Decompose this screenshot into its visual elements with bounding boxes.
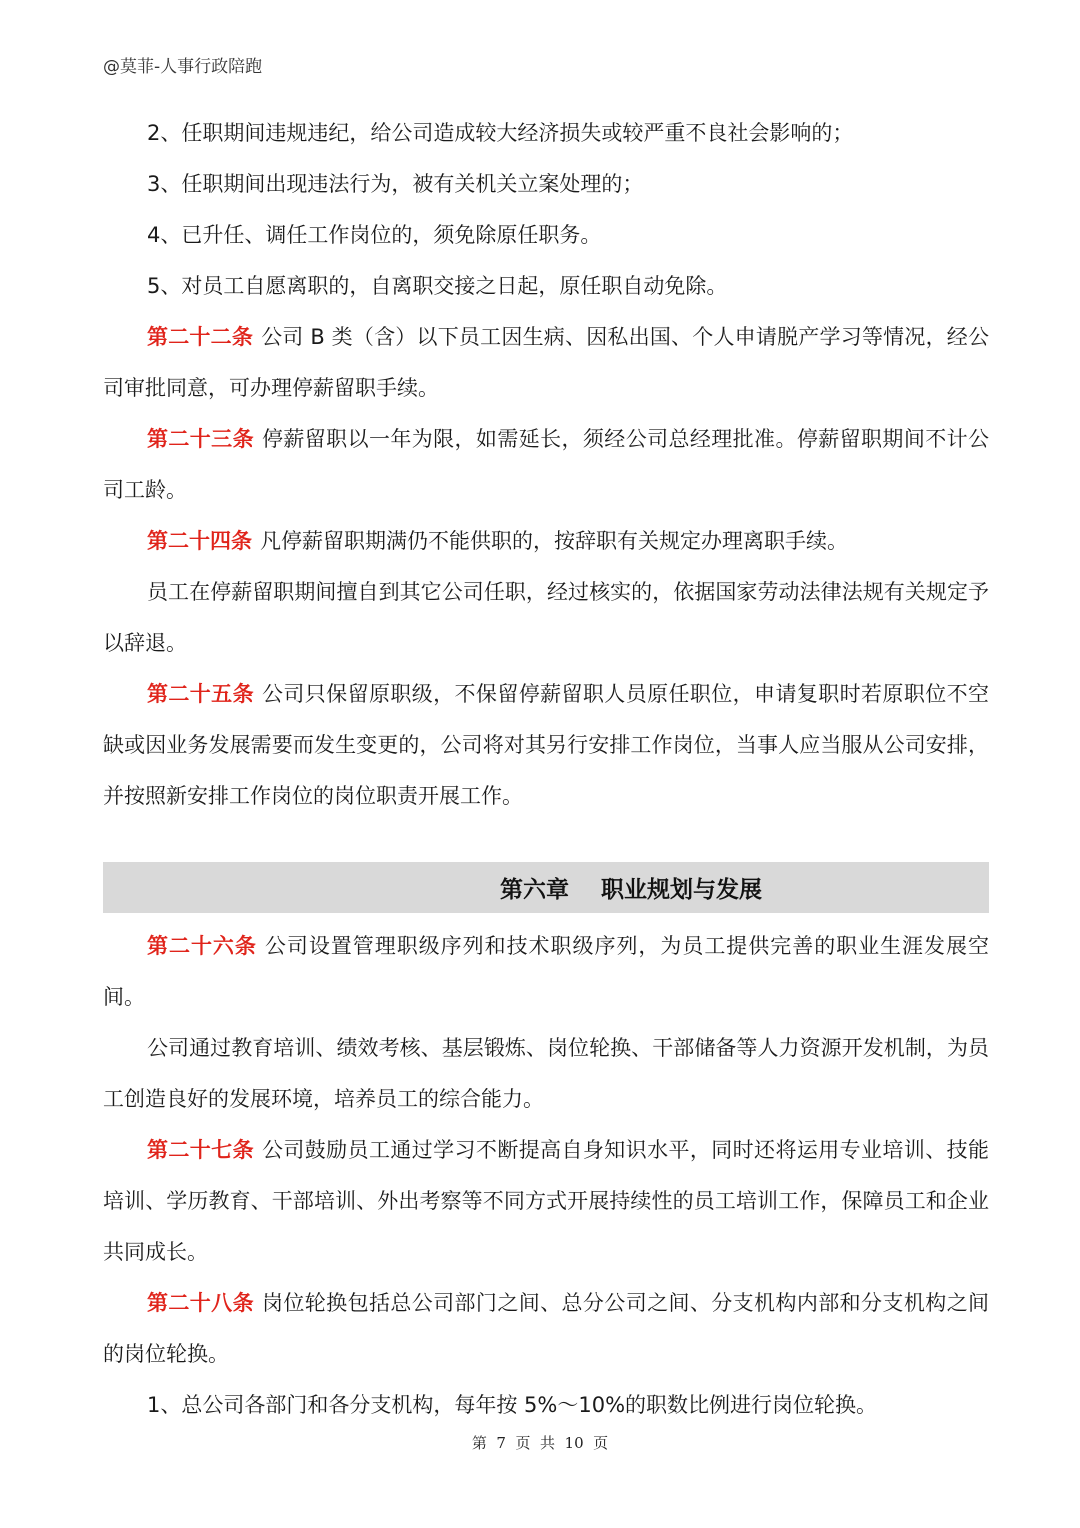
chapter-banner (103, 862, 989, 913)
article-number: 第二十三条 (147, 427, 254, 451)
paragraph-text: 4、已升任、调任工作岗位的，须免除原任职务。 (147, 223, 602, 247)
paragraph (103, 414, 989, 516)
paragraph (103, 1380, 989, 1431)
paragraph-text: 岗位轮换包括总公司部门之间、总分公司之间、分支机构内部和分支机构之间的岗位轮换。 (103, 1291, 990, 1366)
paragraph (103, 669, 989, 822)
paragraph-text: 1、总公司各部门和各分支机构，每年按 5%～10%的职数比例进行岗位轮换。 (147, 1393, 878, 1417)
document-body (103, 108, 989, 1431)
paragraph (103, 210, 989, 261)
paragraph (103, 261, 989, 312)
paragraph-group-top (103, 108, 989, 822)
article-number: 第二十七条 (147, 1138, 254, 1162)
paragraph-text: 公司只保留原职级，不保留停薪留职人员原任职位，申请复职时若原职位不空缺或因业务发展需要而发生变更的，公司将对其另行安排工作岗位，当事人应当服从公司安排，并按照新安排工作岗位的岗位职责开展工作。 (103, 682, 990, 808)
chapter-title: 第六章 职业规划与发展 (499, 877, 763, 903)
paragraph (103, 159, 989, 210)
paragraph (103, 1023, 989, 1125)
article-number: 第二十二条 (147, 325, 254, 349)
paragraph-text: 停薪留职以一年为限，如需延长，须经公司总经理批准。停薪留职期间不计公司工龄。 (103, 427, 990, 502)
paragraph-text: 5、对员工自愿离职的，自离职交接之日起，原任职自动免除。 (147, 274, 728, 298)
paragraph-text: 员工在停薪留职期间擅自到其它公司任职，经过核实的，依据国家劳动法律法规有关规定予以辞退。 (103, 580, 989, 655)
paragraph (103, 567, 989, 669)
paragraph-group-bottom (103, 921, 989, 1431)
article-number: 第二十五条 (147, 682, 254, 706)
paragraph-text: 公司设置管理职级序列和技术职级序列，为员工提供完善的职业生涯发展空间。 (103, 934, 990, 1009)
article-number: 第二十八条 (147, 1291, 254, 1315)
paragraph-text: 公司 B 类（含）以下员工因生病、因私出国、个人申请脱产学习等情况，经公司审批同意，可办理停薪留职手续。 (103, 325, 989, 400)
article-number: 第二十六条 (147, 934, 257, 958)
paragraph-text: 凡停薪留职期满仍不能供职的，按辞职有关规定办理离职手续。 (260, 529, 848, 553)
paragraph (103, 921, 989, 1023)
paragraph-text: 公司通过教育培训、绩效考核、基层锻炼、岗位轮换、干部储备等人力资源开发机制，为员工创造良好的发展环境，培养员工的综合能力。 (103, 1036, 989, 1111)
paragraph (103, 1278, 989, 1380)
paragraph (103, 312, 989, 414)
paragraph-text: 公司鼓励员工通过学习不断提高自身知识水平，同时还将运用专业培训、技能培训、学历教育、干部培训、外出考察等不同方式开展持续性的员工培训工作，保障员工和企业共同成长。 (103, 1138, 990, 1264)
article-number: 第二十四条 (147, 529, 252, 553)
page-footer: 第 7 页 共 10 页 (471, 1434, 609, 1452)
paragraph-text: 2、任职期间违规违纪，给公司造成较大经济损失或较严重不良社会影响的； (147, 121, 854, 145)
paragraph (103, 1125, 989, 1278)
paragraph-text: 3、任职期间出现违法行为，被有关机关立案处理的； (147, 172, 644, 196)
watermark: @莫菲-人事行政陪跑 (103, 57, 263, 77)
paragraph (103, 516, 989, 567)
paragraph (103, 108, 989, 159)
